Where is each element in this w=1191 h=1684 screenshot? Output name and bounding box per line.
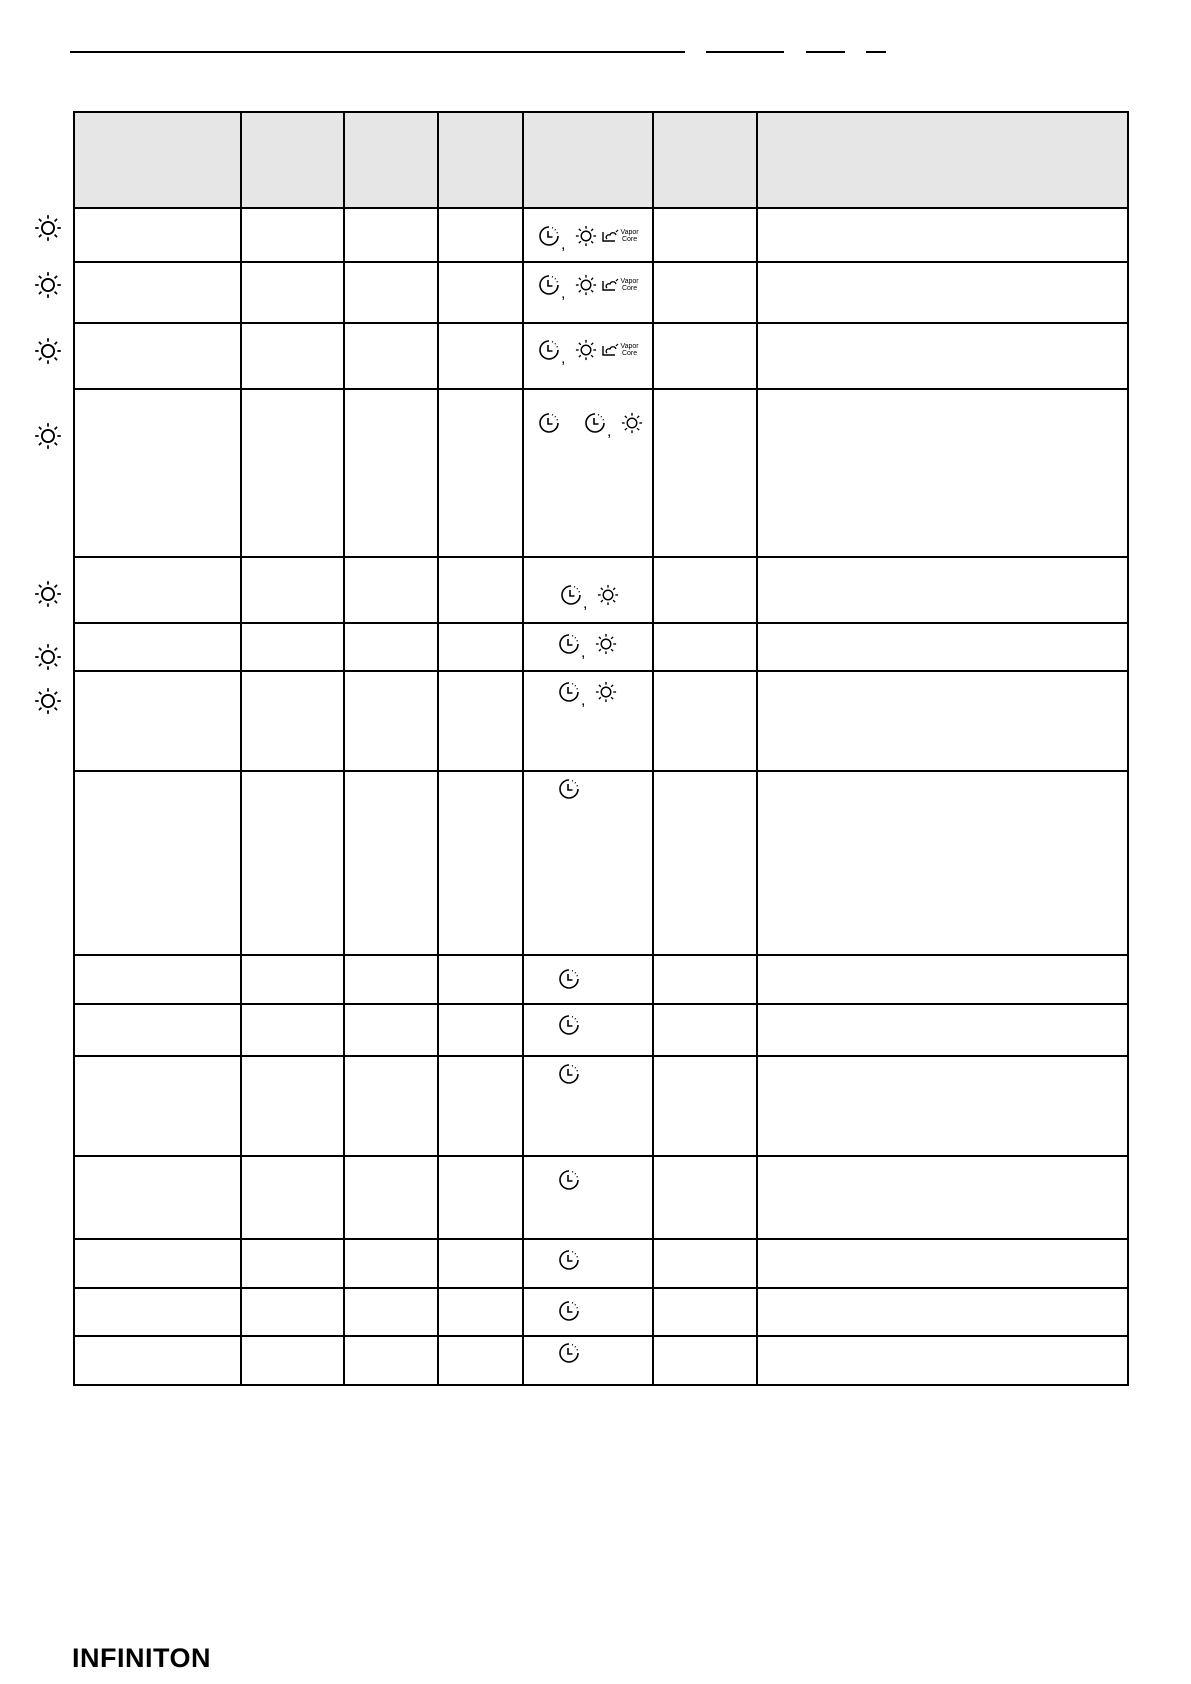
timer-icon <box>558 1249 580 1271</box>
separator-comma: , <box>561 285 566 302</box>
table-cell-col-2 <box>241 955 344 1004</box>
table-cell-col-2 <box>241 1336 344 1385</box>
table-cell-col-7 <box>757 1156 1128 1239</box>
table-cell-col-3 <box>344 1239 438 1288</box>
table-cell-col-1 <box>74 1239 241 1288</box>
sun-icon <box>34 337 62 365</box>
table-cell-col-2 <box>241 771 344 955</box>
separator-comma: , <box>561 236 566 253</box>
function-icons <box>558 968 580 990</box>
function-icons <box>538 339 639 367</box>
table-cell-col-3 <box>344 1056 438 1156</box>
table-cell-col-6 <box>653 1156 757 1239</box>
timer-icon <box>558 681 580 703</box>
table-cell-col-4 <box>438 1288 523 1336</box>
timer-icon <box>538 225 560 247</box>
table-cell-col-2 <box>241 1239 344 1288</box>
timer-icon <box>558 1300 580 1322</box>
side-sun-marker <box>34 271 62 304</box>
function-icons <box>538 274 639 302</box>
table-cell-col-2 <box>241 208 344 262</box>
function-icons <box>558 1014 580 1036</box>
program-table <box>73 111 1129 1386</box>
table-cell-col-4 <box>438 1239 523 1288</box>
table-row <box>74 389 1128 557</box>
vapor-core-icon <box>601 229 638 243</box>
table-cell-col-4 <box>438 1056 523 1156</box>
side-sun-marker <box>34 214 62 247</box>
table-cell-col-6 <box>653 323 757 389</box>
sun-icon <box>34 214 62 242</box>
table-cell-col-1 <box>74 389 241 557</box>
header-cell-7 <box>757 112 1128 208</box>
table-cell-col-7 <box>757 623 1128 671</box>
table-cell-col-5 <box>523 389 653 557</box>
sun-icon <box>34 422 62 450</box>
table-cell-col-7 <box>757 1336 1128 1385</box>
function-icons <box>558 1169 580 1191</box>
table-row <box>74 1004 1128 1056</box>
table-cell-col-5 <box>523 1336 653 1385</box>
table-cell-col-1 <box>74 1156 241 1239</box>
side-sun-marker <box>34 580 62 613</box>
table-cell-col-7 <box>757 1004 1128 1056</box>
timer-icon <box>558 1063 580 1085</box>
table-cell-col-4 <box>438 1004 523 1056</box>
table-cell-col-6 <box>653 955 757 1004</box>
table-cell-col-6 <box>653 1336 757 1385</box>
table-cell-col-5 <box>523 955 653 1004</box>
table-cell-col-2 <box>241 1156 344 1239</box>
separator-comma: , <box>607 423 612 440</box>
table-cell-col-1 <box>74 1056 241 1156</box>
table-cell-col-6 <box>653 671 757 771</box>
header-rule-1 <box>70 51 685 53</box>
table-cell-col-5 <box>523 1156 653 1239</box>
vapor-label-line2: Core <box>621 350 638 357</box>
table-row <box>74 208 1128 262</box>
table-cell-col-6 <box>653 557 757 623</box>
table-header-row <box>74 112 1128 208</box>
table-cell-col-7 <box>757 262 1128 323</box>
timer-icon <box>558 1169 580 1191</box>
table-cell-col-5 <box>523 1288 653 1336</box>
table-cell-col-2 <box>241 262 344 323</box>
sun-icon <box>34 687 62 715</box>
table-row <box>74 1239 1128 1288</box>
table-cell-col-1 <box>74 671 241 771</box>
table-cell-col-3 <box>344 1156 438 1239</box>
table-cell-col-1 <box>74 771 241 955</box>
header-cell-3 <box>344 112 438 208</box>
sun-icon <box>575 274 597 296</box>
separator-comma: , <box>581 692 586 709</box>
table-cell-col-2 <box>241 1056 344 1156</box>
table-cell-col-4 <box>438 557 523 623</box>
table-cell-col-2 <box>241 671 344 771</box>
sun-icon <box>595 633 617 655</box>
table-cell-col-4 <box>438 1156 523 1239</box>
header-rule-2 <box>706 51 784 53</box>
table-cell-col-7 <box>757 1239 1128 1288</box>
table-cell-col-5 <box>523 1239 653 1288</box>
table-cell-col-6 <box>653 389 757 557</box>
table-cell-col-5 <box>523 262 653 323</box>
table-cell-col-1 <box>74 1004 241 1056</box>
function-icons <box>558 778 580 800</box>
sun-icon <box>34 643 62 671</box>
side-sun-marker <box>34 337 62 370</box>
table-cell-col-1 <box>74 1288 241 1336</box>
timer-icon <box>584 412 606 434</box>
table-cell-col-7 <box>757 323 1128 389</box>
table-cell-col-2 <box>241 323 344 389</box>
timer-icon <box>558 1014 580 1036</box>
table-cell-col-6 <box>653 771 757 955</box>
table-cell-col-2 <box>241 1288 344 1336</box>
timer-icon <box>558 633 580 655</box>
table-cell-col-5 <box>523 671 653 771</box>
sun-icon <box>34 580 62 608</box>
table-cell-col-5 <box>523 623 653 671</box>
vapor-label-line1: Vapor <box>620 229 639 236</box>
table-cell-col-3 <box>344 557 438 623</box>
table-cell-col-5 <box>523 323 653 389</box>
table-cell-col-6 <box>653 1004 757 1056</box>
table-cell-col-7 <box>757 1056 1128 1156</box>
sun-icon <box>597 584 619 606</box>
table-row <box>74 557 1128 623</box>
table-cell-col-4 <box>438 389 523 557</box>
separator-comma: , <box>561 350 566 367</box>
separator-comma: , <box>583 595 588 612</box>
table-cell-col-2 <box>241 623 344 671</box>
timer-icon <box>538 339 560 361</box>
function-icons <box>560 584 619 612</box>
table-cell-col-3 <box>344 771 438 955</box>
side-sun-marker <box>34 643 62 676</box>
header-cell-6 <box>653 112 757 208</box>
table-cell-col-7 <box>757 1288 1128 1336</box>
timer-icon <box>558 968 580 990</box>
timer-icon <box>560 584 582 606</box>
table-cell-col-6 <box>653 1239 757 1288</box>
header-rule-4 <box>866 51 886 53</box>
table-cell-col-4 <box>438 623 523 671</box>
function-icons <box>538 412 643 440</box>
table-cell-col-4 <box>438 208 523 262</box>
table-row <box>74 1056 1128 1156</box>
table-cell-col-3 <box>344 262 438 323</box>
table-row <box>74 262 1128 323</box>
table-row <box>74 1288 1128 1336</box>
function-icons <box>558 1342 580 1364</box>
sun-icon <box>34 271 62 299</box>
table-cell-col-1 <box>74 557 241 623</box>
table-cell-col-6 <box>653 623 757 671</box>
side-sun-marker <box>34 687 62 720</box>
table-cell-col-1 <box>74 323 241 389</box>
table-cell-col-1 <box>74 1336 241 1385</box>
separator-comma: , <box>581 644 586 661</box>
function-icons <box>558 1249 580 1271</box>
vapor-core-icon <box>601 278 638 292</box>
timer-icon <box>558 778 580 800</box>
table-cell-col-2 <box>241 557 344 623</box>
header-rule-3 <box>806 51 845 53</box>
table-cell-col-4 <box>438 955 523 1004</box>
timer-icon <box>558 1342 580 1364</box>
function-icons <box>558 681 617 709</box>
table-cell-col-7 <box>757 208 1128 262</box>
table-row <box>74 671 1128 771</box>
table-cell-col-3 <box>344 1004 438 1056</box>
vapor-label-line1: Vapor <box>620 278 639 285</box>
table-cell-col-7 <box>757 771 1128 955</box>
table-cell-col-6 <box>653 1056 757 1156</box>
table-row <box>74 1336 1128 1385</box>
timer-icon <box>538 274 560 296</box>
table-cell-col-5 <box>523 557 653 623</box>
table-row <box>74 323 1128 389</box>
table-cell-col-5 <box>523 771 653 955</box>
table-cell-col-7 <box>757 389 1128 557</box>
table-cell-col-3 <box>344 389 438 557</box>
vapor-label-line2: Core <box>621 236 638 243</box>
table-row <box>74 771 1128 955</box>
header-cell-1 <box>74 112 241 208</box>
table-row <box>74 623 1128 671</box>
table-cell-col-3 <box>344 1336 438 1385</box>
table-cell-col-1 <box>74 262 241 323</box>
timer-icon <box>538 412 560 434</box>
function-icons <box>558 1300 580 1322</box>
table-row <box>74 1156 1128 1239</box>
table-cell-col-5 <box>523 208 653 262</box>
vapor-label-line2: Core <box>621 285 638 292</box>
sun-icon <box>621 412 643 434</box>
function-icons <box>558 1063 580 1085</box>
side-sun-marker <box>34 422 62 455</box>
table-cell-col-4 <box>438 323 523 389</box>
table-cell-col-3 <box>344 623 438 671</box>
table-cell-col-6 <box>653 208 757 262</box>
table-cell-col-5 <box>523 1056 653 1156</box>
sun-icon <box>595 681 617 703</box>
table-cell-col-4 <box>438 671 523 771</box>
table-cell-col-3 <box>344 323 438 389</box>
table-cell-col-7 <box>757 557 1128 623</box>
table-cell-col-7 <box>757 955 1128 1004</box>
table-cell-col-4 <box>438 262 523 323</box>
table-cell-col-1 <box>74 208 241 262</box>
table-cell-col-3 <box>344 1288 438 1336</box>
sun-icon <box>575 339 597 361</box>
table-cell-col-1 <box>74 955 241 1004</box>
vapor-core-icon <box>601 343 638 357</box>
table-cell-col-2 <box>241 389 344 557</box>
function-icons <box>538 225 639 253</box>
table-cell-col-6 <box>653 262 757 323</box>
table-cell-col-2 <box>241 1004 344 1056</box>
brand-logo: INFINITON <box>72 1643 211 1673</box>
table-cell-col-1 <box>74 623 241 671</box>
table-cell-col-6 <box>653 1288 757 1336</box>
header-cell-5 <box>523 112 653 208</box>
sun-icon <box>575 225 597 247</box>
table-cell-col-7 <box>757 671 1128 771</box>
table-cell-col-4 <box>438 771 523 955</box>
table-cell-col-3 <box>344 955 438 1004</box>
function-icons <box>558 633 617 661</box>
table-cell-col-3 <box>344 208 438 262</box>
table-cell-col-5 <box>523 1004 653 1056</box>
vapor-label-line1: Vapor <box>620 343 639 350</box>
header-cell-4 <box>438 112 523 208</box>
table-cell-col-3 <box>344 671 438 771</box>
header-cell-2 <box>241 112 344 208</box>
table-cell-col-4 <box>438 1336 523 1385</box>
table-row <box>74 955 1128 1004</box>
